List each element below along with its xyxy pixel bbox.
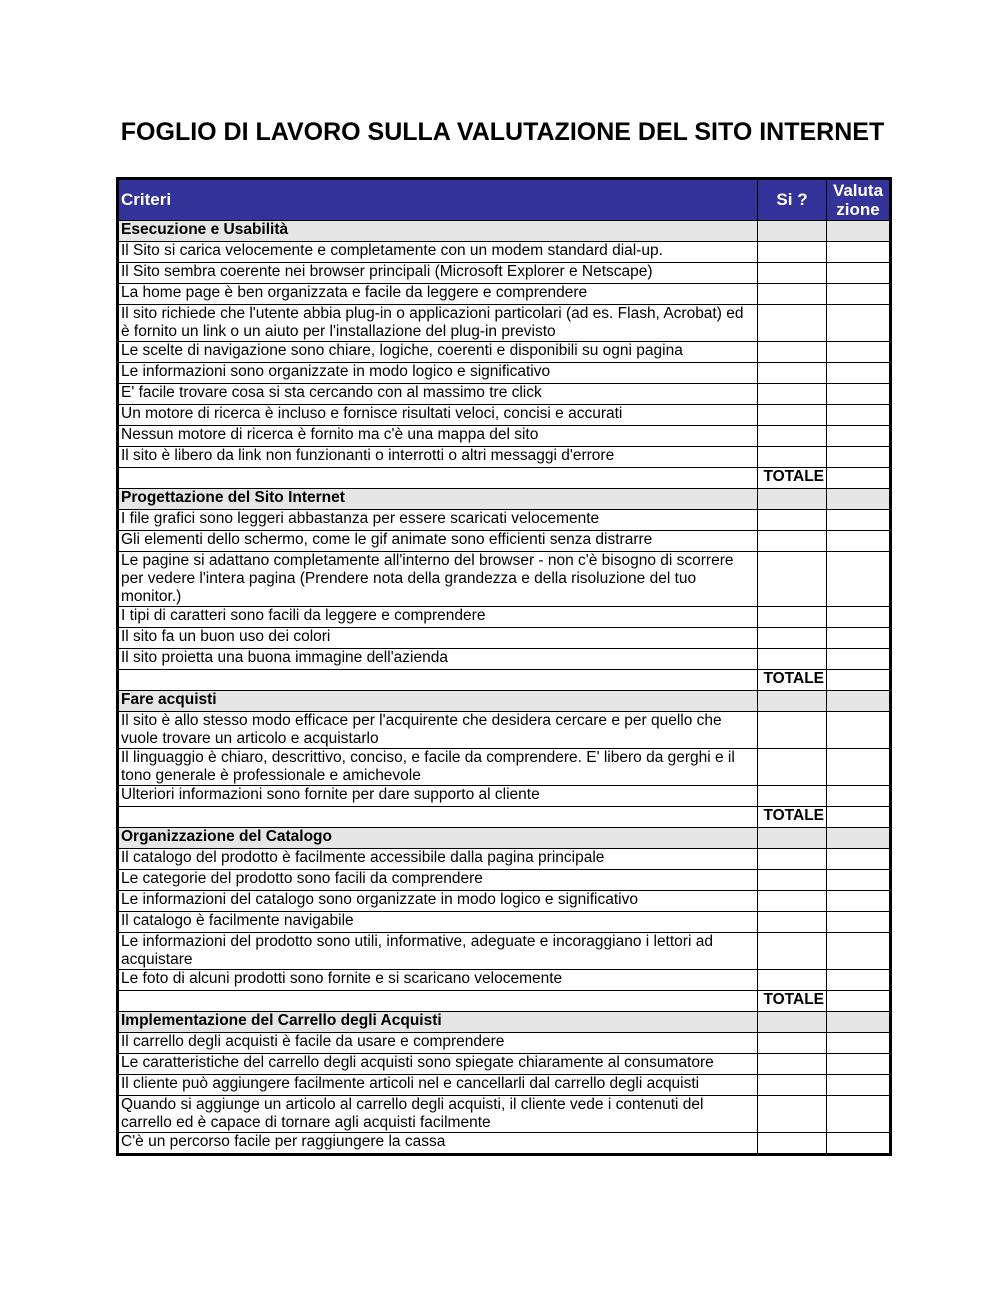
table-row — [118, 284, 891, 305]
valutazione-cell[interactable] — [827, 242, 891, 263]
criterion-text: Le categorie del prodotto sono facili da comprendere — [118, 870, 758, 891]
si-cell[interactable] — [758, 970, 827, 991]
si-cell[interactable] — [758, 447, 827, 468]
valutazione-cell[interactable] — [827, 489, 891, 510]
total-row — [118, 468, 891, 489]
table-row — [118, 305, 891, 342]
si-cell[interactable] — [758, 1133, 827, 1155]
valutazione-cell[interactable] — [827, 1133, 891, 1155]
total-value-cell[interactable] — [827, 468, 891, 489]
valutazione-cell[interactable] — [827, 849, 891, 870]
criterion-text: Le informazioni del prodotto sono utili, informative, adeguate e incoraggiano i lettori ad acquistare — [118, 933, 758, 970]
criterion-text: Quando si aggiunge un articolo al carrello degli acquisti, il cliente vede i contenuti del carrello ed è capace di tornare agli acquisti facilmente — [118, 1096, 758, 1133]
criterion-text: Le foto di alcuni prodotti sono fornite e si scaricano velocemente — [118, 970, 758, 991]
table-row — [118, 1054, 891, 1075]
si-cell[interactable] — [758, 242, 827, 263]
table-row — [118, 363, 891, 384]
criterion-text: Il sito proietta una buona immagine dell'azienda — [118, 649, 758, 670]
valutazione-cell[interactable] — [827, 1033, 891, 1054]
section-title: Esecuzione e Usabilità — [118, 221, 758, 242]
si-cell[interactable] — [758, 510, 827, 531]
table-row — [118, 263, 891, 284]
valutazione-cell[interactable] — [827, 447, 891, 468]
criterion-text: Il sito è allo stesso modo efficace per l'acquirente che desidera cercare e per quello che vuole trovare un articolo e acquistarlo — [118, 712, 758, 749]
valutazione-cell[interactable] — [827, 552, 891, 607]
criterion-text: Nessun motore di ricerca è fornito ma c'è una mappa del sito — [118, 426, 758, 447]
table-row — [118, 607, 891, 628]
table-row — [118, 933, 891, 970]
si-cell[interactable] — [758, 552, 827, 607]
valutazione-cell[interactable] — [827, 607, 891, 628]
valutazione-cell[interactable] — [827, 970, 891, 991]
valutazione-cell[interactable] — [827, 363, 891, 384]
si-cell[interactable] — [758, 221, 827, 242]
table-row — [118, 531, 891, 552]
table-row — [118, 1133, 891, 1155]
si-cell[interactable] — [758, 305, 827, 342]
si-cell[interactable] — [758, 263, 827, 284]
si-cell[interactable] — [758, 405, 827, 426]
valutazione-cell[interactable] — [827, 870, 891, 891]
criterion-text: Un motore di ricerca è incluso e fornisce risultati veloci, concisi e accurati — [118, 405, 758, 426]
valutazione-cell[interactable] — [827, 912, 891, 933]
si-cell[interactable] — [758, 531, 827, 552]
section-header-row — [118, 691, 891, 712]
valutazione-cell[interactable] — [827, 649, 891, 670]
total-row — [118, 991, 891, 1012]
si-cell[interactable] — [758, 870, 827, 891]
criterion-text: Il catalogo del prodotto è facilmente accessibile dalla pagina principale — [118, 849, 758, 870]
criterion-text: Il Sito sembra coerente nei browser principali (Microsoft Explorer e Netscape) — [118, 263, 758, 284]
valutazione-cell[interactable] — [827, 426, 891, 447]
si-cell[interactable] — [758, 1033, 827, 1054]
table-row — [118, 426, 891, 447]
valutazione-cell[interactable] — [827, 1012, 891, 1033]
si-cell[interactable] — [758, 489, 827, 510]
valutazione-cell[interactable] — [827, 691, 891, 712]
page-title: FOGLIO DI LAVORO SULLA VALUTAZIONE DEL SITO INTERNET — [120, 118, 885, 146]
criterion-text: Il sito richiede che l'utente abbia plug-in o applicazioni particolari (ad es. Flash, Acrobat) ed è fornito un link o un aiuto per l'installazione del plug-in previsto — [118, 305, 758, 342]
section-header-row — [118, 489, 891, 510]
criterion-text: Le scelte di navigazione sono chiare, logiche, coerenti e disponibili su ogni pagina — [118, 342, 758, 363]
si-cell[interactable] — [758, 1054, 827, 1075]
si-cell[interactable] — [758, 363, 827, 384]
criterion-text: C'è un percorso facile per raggiungere la cassa — [118, 1133, 758, 1155]
total-spacer — [118, 468, 758, 489]
table-body — [118, 221, 891, 1155]
si-cell[interactable] — [758, 712, 827, 749]
header-criteri: Criteri — [118, 179, 758, 221]
header-valutazione: Valuta zione — [827, 179, 891, 221]
valutazione-cell[interactable] — [827, 1054, 891, 1075]
si-cell[interactable] — [758, 426, 827, 447]
total-row — [118, 807, 891, 828]
valutazione-cell[interactable] — [827, 828, 891, 849]
valutazione-cell[interactable] — [827, 305, 891, 342]
valutazione-cell[interactable] — [827, 628, 891, 649]
criterion-text: Il linguaggio è chiaro, descrittivo, conciso, e facile da comprendere. E' libero da gerghi e il tono generale è professionale e amichevole — [118, 749, 758, 786]
valutazione-cell[interactable] — [827, 342, 891, 363]
si-cell[interactable] — [758, 342, 827, 363]
si-cell[interactable] — [758, 1012, 827, 1033]
valutazione-cell[interactable] — [827, 933, 891, 970]
si-cell[interactable] — [758, 284, 827, 305]
criterion-text: Il Sito si carica velocemente e completamente con un modem standard dial-up. — [118, 242, 758, 263]
total-label: TOTALE — [758, 991, 827, 1012]
criterion-text: Il carrello degli acquisti è facile da usare e comprendere — [118, 1033, 758, 1054]
valutazione-cell[interactable] — [827, 263, 891, 284]
valutazione-cell[interactable] — [827, 1075, 891, 1096]
si-cell[interactable] — [758, 749, 827, 786]
table-row — [118, 749, 891, 786]
criterion-text: I tipi di caratteri sono facili da leggere e comprendere — [118, 607, 758, 628]
si-cell[interactable] — [758, 691, 827, 712]
total-row — [118, 670, 891, 691]
table-row — [118, 342, 891, 363]
section-title: Fare acquisti — [118, 691, 758, 712]
si-cell[interactable] — [758, 628, 827, 649]
si-cell[interactable] — [758, 891, 827, 912]
valutazione-cell[interactable] — [827, 712, 891, 749]
valutazione-cell[interactable] — [827, 891, 891, 912]
valutazione-cell[interactable] — [827, 1096, 891, 1133]
criterion-text: Le caratteristiche del carrello degli acquisti sono spiegate chiaramente al consumatore — [118, 1054, 758, 1075]
valutazione-cell[interactable] — [827, 786, 891, 807]
criterion-text: Gli elementi dello schermo, come le gif animate sono efficienti senza distrarre — [118, 531, 758, 552]
total-spacer — [118, 670, 758, 691]
total-spacer — [118, 991, 758, 1012]
table-row — [118, 242, 891, 263]
table-row — [118, 649, 891, 670]
total-spacer — [118, 807, 758, 828]
criterion-text: Ulteriori informazioni sono fornite per dare supporto al cliente — [118, 786, 758, 807]
si-cell[interactable] — [758, 828, 827, 849]
evaluation-table — [116, 177, 892, 1156]
criterion-text: Le pagine si adattano completamente all'interno del browser - non c'è bisogno di scorrere per vedere l'intera pagina (Prendere nota della grandezza e della risoluzione del tuo monitor.) — [118, 552, 758, 607]
criterion-text: Le informazioni sono organizzate in modo logico e significativo — [118, 363, 758, 384]
section-title: Progettazione del Sito Internet — [118, 489, 758, 510]
table-row — [118, 912, 891, 933]
criterion-text: Il catalogo è facilmente navigabile — [118, 912, 758, 933]
si-cell[interactable] — [758, 649, 827, 670]
criterion-text: La home page è ben organizzata e facile da leggere e comprendere — [118, 284, 758, 305]
header-si: Si ? — [758, 179, 827, 221]
table-row — [118, 970, 891, 991]
valutazione-cell[interactable] — [827, 284, 891, 305]
valutazione-cell[interactable] — [827, 510, 891, 531]
table-row — [118, 1075, 891, 1096]
total-label: TOTALE — [758, 468, 827, 489]
table-row — [118, 447, 891, 468]
table-row — [118, 891, 891, 912]
si-cell[interactable] — [758, 933, 827, 970]
si-cell[interactable] — [758, 849, 827, 870]
section-title: Implementazione del Carrello degli Acquisti — [118, 1012, 758, 1033]
table-row — [118, 1096, 891, 1133]
total-value-cell[interactable] — [827, 670, 891, 691]
criterion-text: I file grafici sono leggeri abbastanza per essere scaricati velocemente — [118, 510, 758, 531]
criterion-text: E' facile trovare cosa si sta cercando con al massimo tre click — [118, 384, 758, 405]
si-cell[interactable] — [758, 1075, 827, 1096]
table-row — [118, 712, 891, 749]
criterion-text: Le informazioni del catalogo sono organizzate in modo logico e significativo — [118, 891, 758, 912]
criterion-text: Il sito fa un buon uso dei colori — [118, 628, 758, 649]
valutazione-cell[interactable] — [827, 384, 891, 405]
valutazione-cell[interactable] — [827, 749, 891, 786]
total-value-cell[interactable] — [827, 807, 891, 828]
total-label: TOTALE — [758, 670, 827, 691]
table-row — [118, 786, 891, 807]
si-cell[interactable] — [758, 607, 827, 628]
table-row — [118, 870, 891, 891]
valutazione-cell[interactable] — [827, 405, 891, 426]
criterion-text: Il sito è libero da link non funzionanti o interrotti o altri messaggi d'errore — [118, 447, 758, 468]
total-value-cell[interactable] — [827, 991, 891, 1012]
table-row — [118, 628, 891, 649]
si-cell[interactable] — [758, 912, 827, 933]
si-cell[interactable] — [758, 1096, 827, 1133]
table-row — [118, 552, 891, 607]
si-cell[interactable] — [758, 384, 827, 405]
section-header-row — [118, 828, 891, 849]
valutazione-cell[interactable] — [827, 531, 891, 552]
section-header-row — [118, 1012, 891, 1033]
table-row — [118, 1033, 891, 1054]
criterion-text: Il cliente può aggiungere facilmente articoli nel e cancellarli dal carrello degli acquisti — [118, 1075, 758, 1096]
table-row — [118, 405, 891, 426]
si-cell[interactable] — [758, 786, 827, 807]
valutazione-cell[interactable] — [827, 221, 891, 242]
section-header-row — [118, 221, 891, 242]
table-row — [118, 384, 891, 405]
table-header-row — [118, 179, 891, 221]
section-title: Organizzazione del Catalogo — [118, 828, 758, 849]
table-row — [118, 849, 891, 870]
total-label: TOTALE — [758, 807, 827, 828]
table-row — [118, 510, 891, 531]
